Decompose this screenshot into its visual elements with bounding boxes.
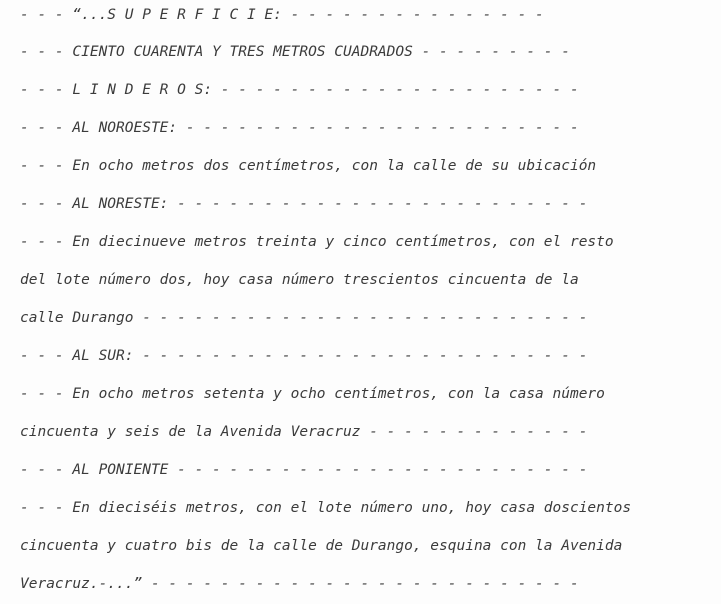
text-line-noreste-detail-3: calle Durango - - - - - - - - - - - - - - - - - - - - - - - - - -	[20, 310, 588, 326]
text-line-area-value: - - - CIENTO CUARENTA Y TRES METROS CUADRADOS - - - - - - - - -	[20, 44, 570, 60]
text-line-sur-detail-1: - - - En ocho metros setenta y ocho centímetros, con la casa número	[20, 386, 605, 402]
text-line-poniente-detail-3: Veracruz.-...” - - - - - - - - - - - - - - - - - - - - - - - - -	[20, 576, 579, 592]
text-line-noreste-detail-2: del lote número dos, hoy casa número trescientos cincuenta de la	[20, 272, 579, 288]
text-line-poniente-heading: - - - AL PONIENTE - - - - - - - - - - - - - - - - - - - - - - - -	[20, 462, 588, 478]
text-line-superficie-heading: - - - “...S U P E R F I C I E: - - - - - - - - - - - - - - -	[20, 7, 544, 23]
text-line-poniente-detail-1: - - - En dieciséis metros, con el lote número uno, hoy casa doscientos	[20, 500, 632, 516]
text-line-poniente-detail-2: cincuenta y cuatro bis de la calle de Durango, esquina con la Avenida	[20, 538, 623, 554]
text-line-sur-heading: - - - AL SUR: - - - - - - - - - - - - - - - - - - - - - - - - - -	[20, 348, 588, 364]
text-line-noreste-heading: - - - AL NORESTE: - - - - - - - - - - - - - - - - - - - - - - - -	[20, 196, 588, 212]
text-line-noroeste-heading: - - - AL NOROESTE: - - - - - - - - - - - - - - - - - - - - - - -	[20, 120, 579, 136]
text-line-noroeste-detail: - - - En ocho metros dos centímetros, con la calle de su ubicación	[20, 158, 597, 174]
text-line-sur-detail-2: cincuenta y seis de la Avenida Veracruz - - - - - - - - - - - - -	[20, 424, 588, 440]
text-line-linderos-heading: - - - L I N D E R O S: - - - - - - - - - - - - - - - - - - - - -	[20, 82, 579, 98]
text-line-noreste-detail-1: - - - En diecinueve metros treinta y cinco centímetros, con el resto	[20, 234, 614, 250]
